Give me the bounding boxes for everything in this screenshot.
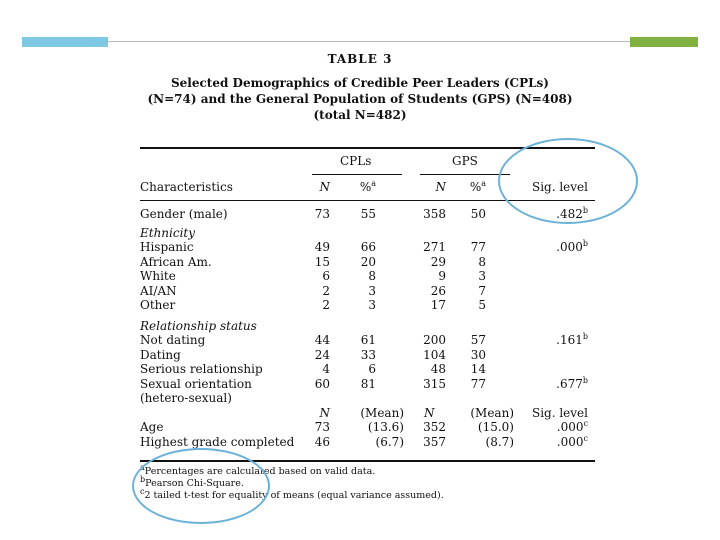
cell-gender-cpl-n: 73 (314, 207, 330, 221)
cell-gender-sig: .482$^b$ (556, 206, 588, 221)
cell-gender-cpl-pct: 55 (360, 207, 376, 221)
subheader-cpl-mean: (Mean) (360, 406, 404, 420)
table-subtitle-1: Selected Demographics of Credible Peer Leaders (CPLs) (171, 76, 549, 90)
cell-sexual-cpl-n: 60 (314, 377, 330, 391)
cell-white-cpl-n: 6 (322, 269, 330, 283)
cell-aian-cpl-pct: 3 (368, 284, 376, 298)
cell-grade-gps-mean: (8.7) (485, 435, 514, 449)
cell-not-dating-cpl-pct: 61 (360, 333, 376, 347)
cell-sexual-gps-n: 315 (423, 377, 446, 391)
row-label-not-dating: Not dating (140, 333, 206, 347)
cell-sexual-sig: .677$^b$ (556, 376, 588, 391)
cell-african-gps-pct: 8 (478, 255, 486, 269)
cell-aian-gps-pct: 7 (478, 284, 486, 298)
subheader-cpl-n: N (319, 406, 330, 420)
subheader-gps-n: N (424, 406, 435, 420)
cell-age-cpl-mean: (13.6) (367, 420, 404, 434)
cell-serious-gps-n: 48 (430, 362, 446, 376)
row-label-hispanic: Hispanic (140, 240, 194, 254)
subheader-sig-level: Sig. level (531, 406, 588, 420)
gps-group-rule (420, 174, 510, 175)
cell-sexual-gps-pct: 77 (470, 377, 486, 391)
cpl-group-rule (312, 174, 402, 175)
row-label-serious: Serious relationship (140, 362, 263, 376)
footnote-b: $^b$Pearson Chi-Square. (140, 474, 244, 489)
cell-grade-sig: .000$^c$ (556, 434, 588, 449)
header-characteristics: Characteristics (140, 180, 233, 194)
row-label-african: African Am. (140, 255, 212, 269)
cell-grade-gps-n: 357 (423, 435, 446, 449)
cell-gender-gps-n: 358 (423, 207, 446, 221)
cell-aian-gps-n: 26 (430, 284, 446, 298)
cell-white-gps-pct: 3 (478, 269, 486, 283)
row-label-age: Age (140, 420, 164, 434)
row-label-gender: Gender (male) (140, 207, 228, 221)
cell-hispanic-gps-n: 271 (423, 240, 446, 254)
cell-serious-gps-pct: 14 (470, 362, 486, 376)
header-sig-level: Sig. level (531, 180, 588, 194)
table-subtitle-2: (N=74) and the General Population of Students (GPS) (N=408) (147, 92, 573, 106)
cell-gender-gps-pct: 50 (470, 207, 486, 221)
cell-african-cpl-n: 15 (314, 255, 330, 269)
row-label-dating: Dating (140, 348, 181, 362)
header-divider (108, 41, 630, 42)
accent-bar-green (630, 37, 698, 47)
footnote-c: $^c$2 tailed t-test for equality of means (equal variance assumed). (140, 486, 444, 501)
header-gps-pct: %$^a$ (469, 179, 486, 194)
accent-bar-blue (22, 37, 108, 47)
group-header-gps: GPS (452, 154, 478, 168)
cell-white-gps-n: 9 (438, 269, 446, 283)
highlight-circle-footnotes (132, 448, 270, 524)
group-header-cpl: CPLs (340, 154, 372, 168)
subheader-gps-mean: (Mean) (470, 406, 514, 420)
section-heading-relationship: Relationship status (140, 319, 257, 333)
cell-age-gps-mean: (15.0) (477, 420, 514, 434)
cell-age-sig: .000$^c$ (556, 419, 588, 434)
cell-hispanic-sig: .000$^b$ (556, 239, 588, 254)
header-cpl-n: N (319, 180, 330, 194)
cell-aian-cpl-n: 2 (322, 284, 330, 298)
cell-serious-cpl-pct: 6 (368, 362, 376, 376)
cell-not-dating-gps-n: 200 (423, 333, 446, 347)
cell-age-gps-n: 352 (423, 420, 446, 434)
highlight-circle-sig-level (498, 138, 638, 224)
cell-grade-cpl-n: 46 (314, 435, 330, 449)
cell-dating-cpl-n: 24 (314, 348, 330, 362)
cell-not-dating-sig: .161$^b$ (556, 332, 588, 347)
cell-white-cpl-pct: 8 (368, 269, 376, 283)
cell-other-gps-n: 17 (430, 298, 446, 312)
row-label-grade: Highest grade completed (140, 435, 295, 449)
cell-dating-gps-pct: 30 (470, 348, 486, 362)
cell-serious-cpl-n: 4 (322, 362, 330, 376)
cell-dating-cpl-pct: 33 (360, 348, 376, 362)
cell-other-gps-pct: 5 (478, 298, 486, 312)
row-label-sexual-orientation-cont: (hetero-sexual) (140, 391, 232, 405)
row-label-white: White (140, 269, 176, 283)
cell-hispanic-gps-pct: 77 (470, 240, 486, 254)
cell-not-dating-gps-pct: 57 (470, 333, 486, 347)
cell-other-cpl-n: 2 (322, 298, 330, 312)
cell-other-cpl-pct: 3 (368, 298, 376, 312)
table-title: TABLE 3 (327, 52, 393, 66)
cell-african-cpl-pct: 20 (360, 255, 376, 269)
cell-not-dating-cpl-n: 44 (314, 333, 330, 347)
cell-sexual-cpl-pct: 81 (360, 377, 376, 391)
cell-dating-gps-n: 104 (423, 348, 446, 362)
header-gps-n: N (435, 180, 446, 194)
table-subtitle-3: (total N=482) (313, 108, 407, 122)
cell-grade-cpl-mean: (6.7) (375, 435, 404, 449)
row-label-other: Other (140, 298, 176, 312)
header-cpl-pct: %$^a$ (359, 179, 376, 194)
footnote-a: $^a$Percentages are calculated based on valid data. (140, 462, 376, 477)
cell-hispanic-cpl-pct: 66 (360, 240, 376, 254)
row-label-aian: AI/AN (140, 284, 177, 298)
cell-age-cpl-n: 73 (314, 420, 330, 434)
cell-african-gps-n: 29 (430, 255, 446, 269)
row-label-sexual-orientation: Sexual orientation (140, 377, 252, 391)
cell-hispanic-cpl-n: 49 (314, 240, 330, 254)
section-heading-ethnicity: Ethnicity (140, 226, 196, 240)
